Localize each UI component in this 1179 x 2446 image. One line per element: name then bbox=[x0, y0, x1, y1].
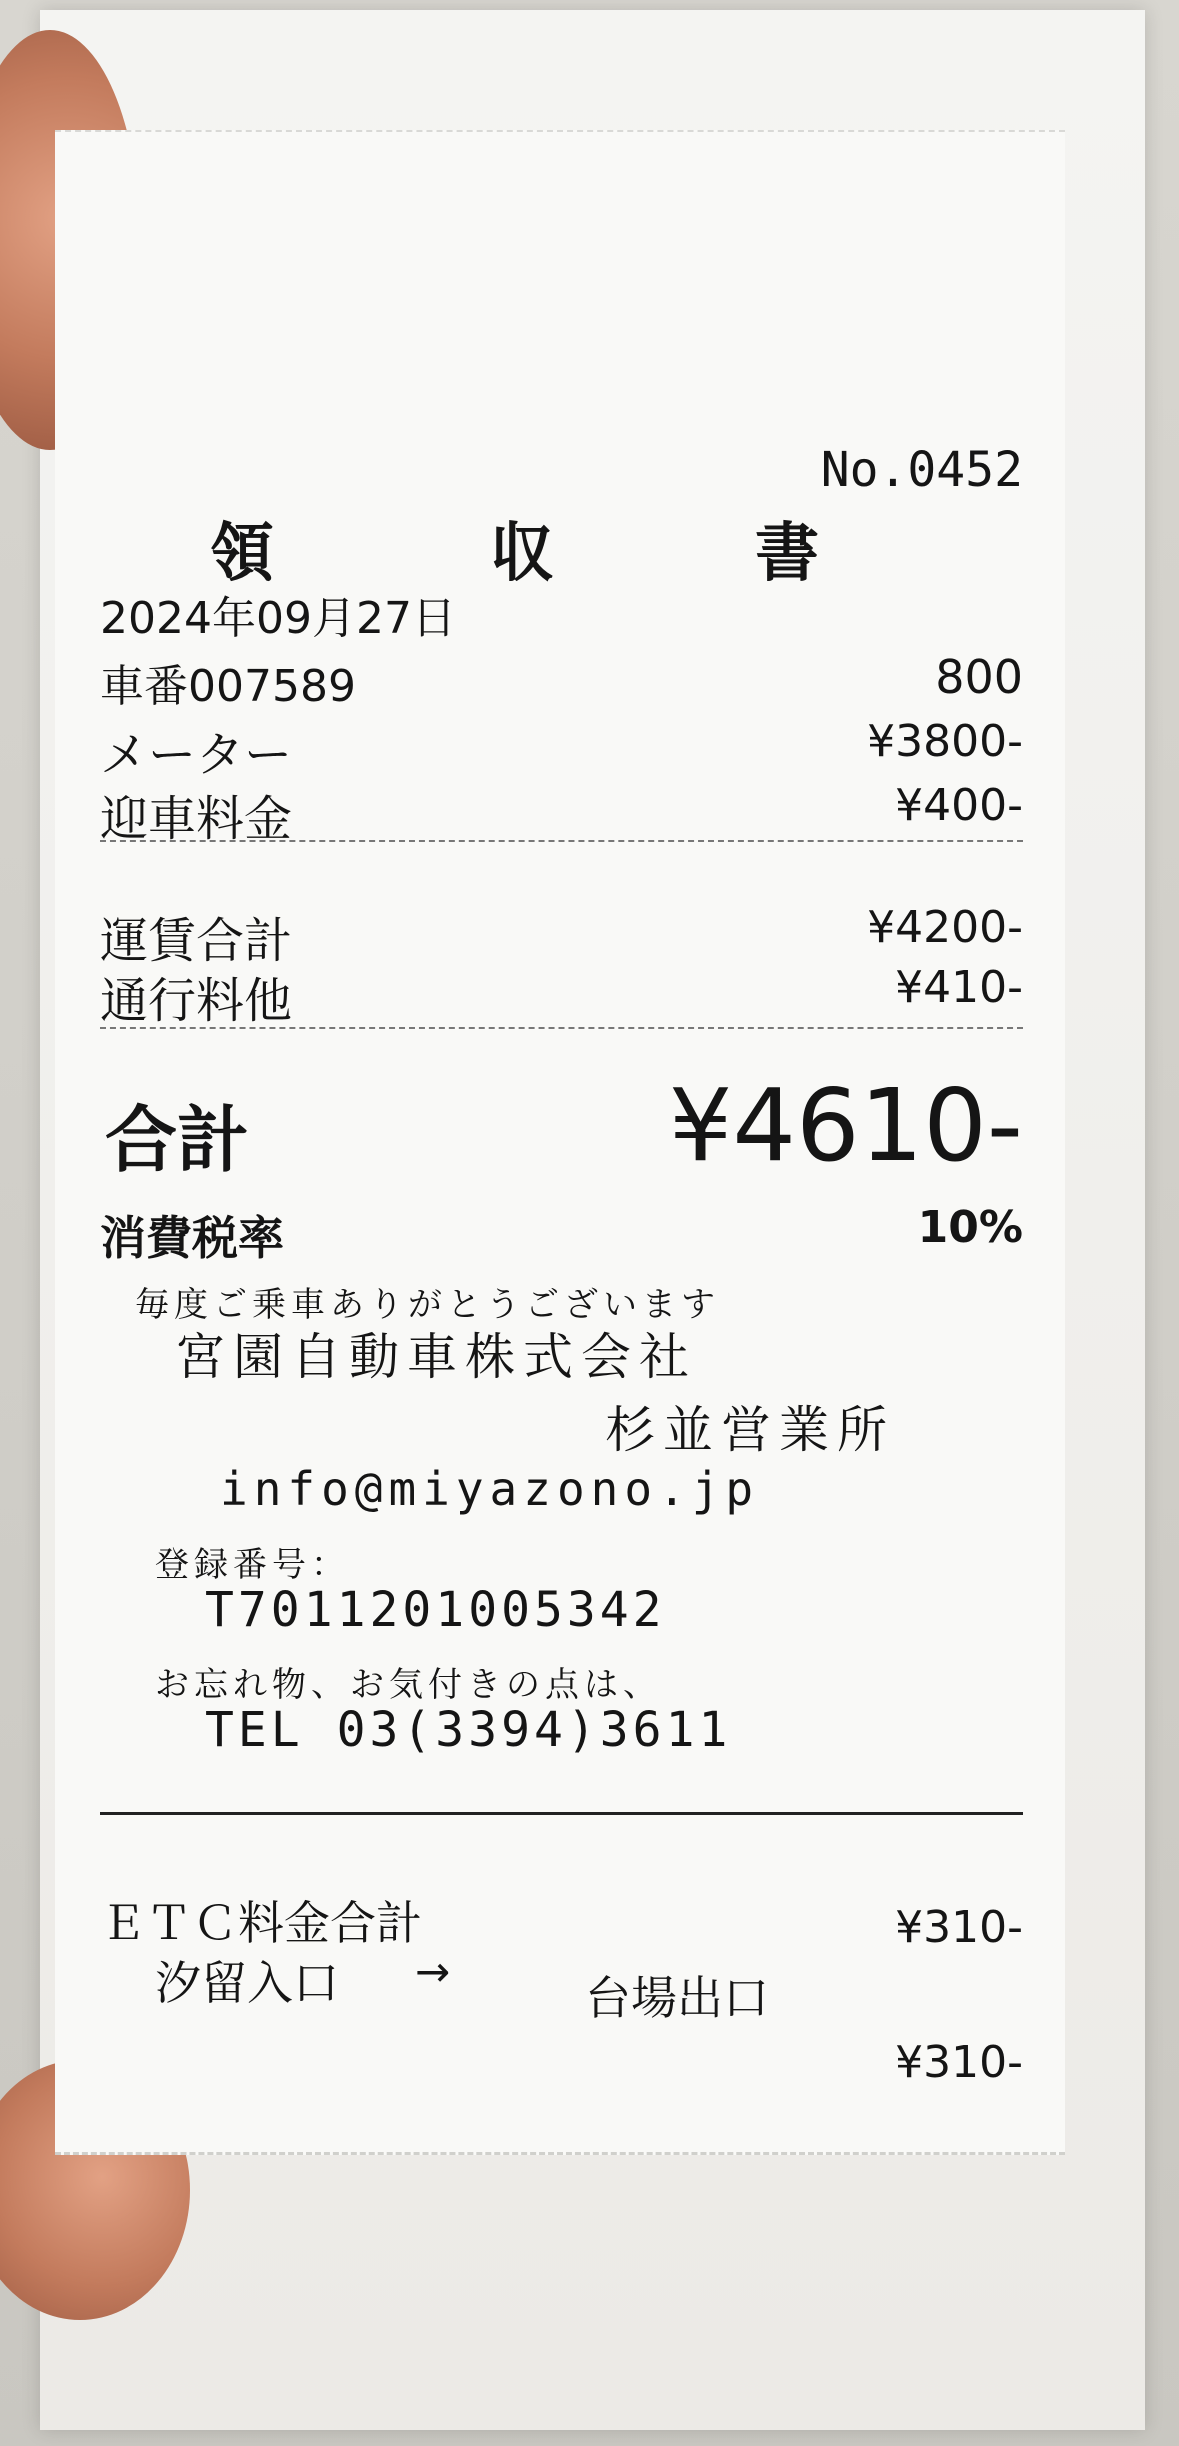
etc-label: ＥＴＣ料金合計 bbox=[100, 1896, 422, 1950]
fare-total-label: 運賃合計 bbox=[100, 913, 293, 969]
receipt-date: 2024年09月27日 bbox=[100, 593, 456, 644]
company-email: info@miyazono.jp bbox=[220, 1462, 760, 1516]
fare-total-value: ¥4200- bbox=[867, 902, 1023, 953]
meter-value: ¥3800- bbox=[867, 716, 1023, 767]
tax-value: 10% bbox=[917, 1202, 1023, 1253]
toll-value: ¥410- bbox=[895, 962, 1023, 1013]
lost-items-note: お忘れ物、お気付きの点は、 bbox=[155, 1665, 662, 1705]
divider-3 bbox=[100, 1812, 1023, 1815]
car-number-label: 車番007589 bbox=[100, 661, 356, 712]
etc-value: ¥310- bbox=[895, 1902, 1023, 1953]
divider-2 bbox=[100, 1027, 1023, 1029]
route-from: 汐留入口 bbox=[155, 1956, 339, 2010]
total-value: ¥4610- bbox=[668, 1067, 1023, 1184]
receipt-number: No.0452 bbox=[820, 442, 1023, 498]
registration-number: T7011201005342 bbox=[205, 1582, 666, 1638]
route-arrow: → bbox=[415, 1947, 451, 1996]
title-char-2: 収 bbox=[490, 517, 554, 591]
registration-label: 登録番号： bbox=[155, 1545, 350, 1585]
route-value: ¥310- bbox=[895, 2037, 1023, 2088]
car-number-value: 800 bbox=[935, 650, 1023, 704]
tax-label: 消費税率 bbox=[100, 1211, 284, 1265]
title-char-3: 書 bbox=[755, 517, 819, 591]
thanks-message: 毎度ご乗車ありがとうございます bbox=[135, 1285, 720, 1325]
title-char-1: 領 bbox=[210, 517, 274, 591]
divider-1 bbox=[100, 840, 1023, 842]
receipt bbox=[55, 130, 1065, 2155]
route-to: 台場出口 bbox=[585, 1971, 769, 2025]
company-name: 宮園自動車株式会社 bbox=[175, 1328, 697, 1386]
toll-label: 通行料他 bbox=[100, 973, 293, 1029]
pickup-label: 迎車料金 bbox=[100, 791, 293, 847]
pickup-value: ¥400- bbox=[895, 780, 1023, 831]
meter-label: メーター bbox=[100, 727, 293, 783]
total-label: 合計 bbox=[105, 1098, 250, 1182]
branch-name: 杉並営業所 bbox=[605, 1401, 895, 1459]
telephone: TEL 03(3394)3611 bbox=[205, 1702, 732, 1758]
